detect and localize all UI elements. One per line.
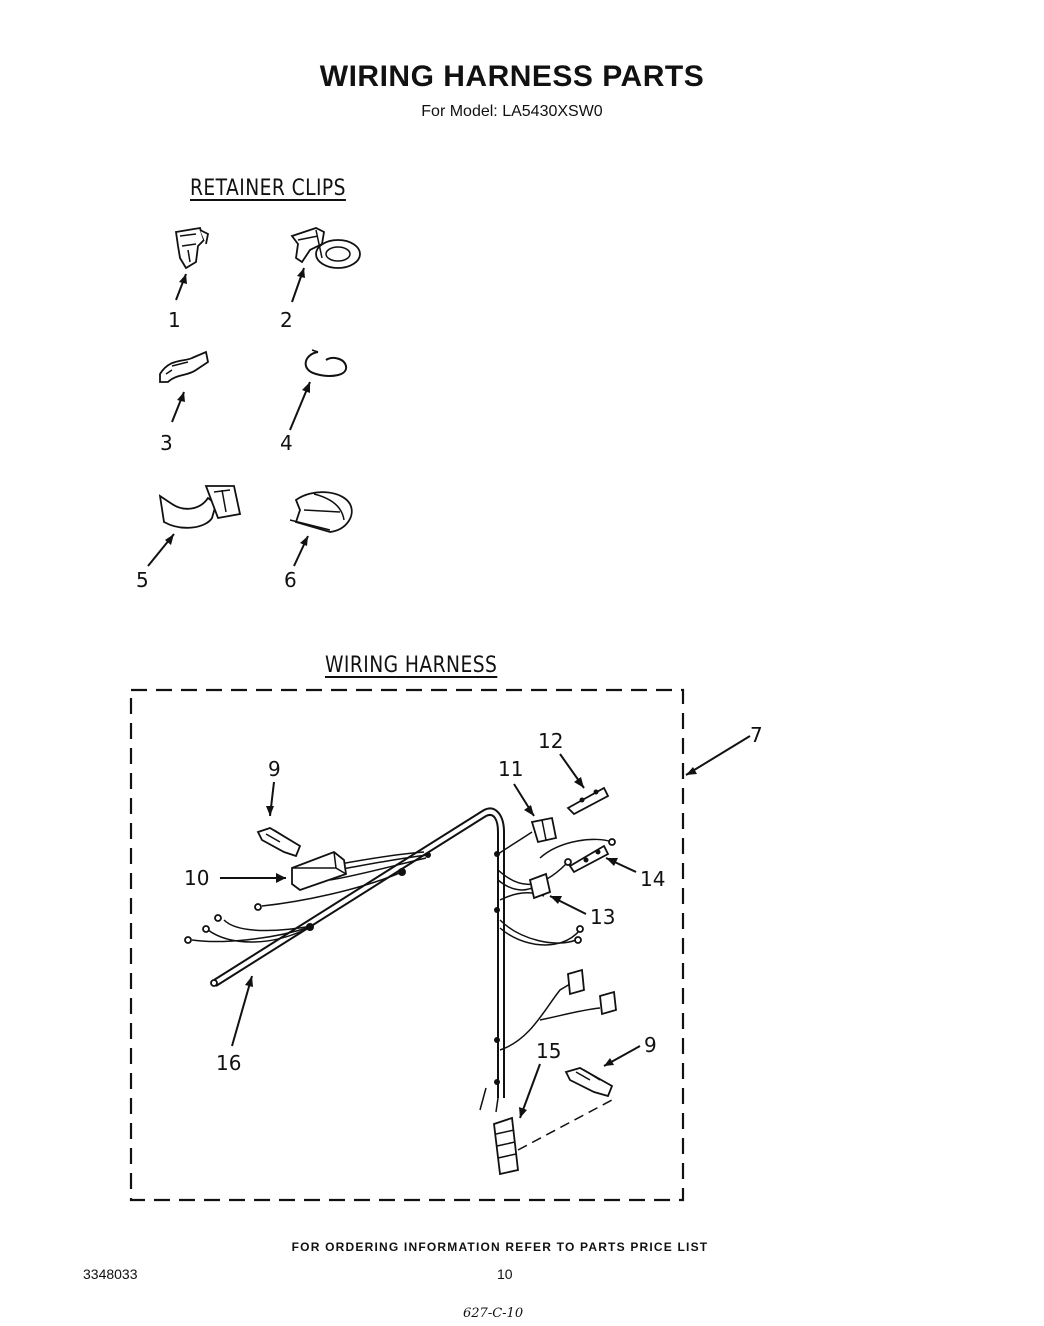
retainer-clips-heading: RETAINER CLIPS bbox=[190, 176, 346, 201]
arrowhead-15 bbox=[519, 1107, 527, 1118]
arrowhead-9-upper bbox=[266, 806, 274, 816]
terminal-9-upper-drawing bbox=[258, 828, 300, 856]
connector-13-drawing bbox=[530, 874, 550, 898]
connector-right-upper-drawing bbox=[568, 970, 584, 994]
page-title: WIRING HARNESS PARTS bbox=[319, 60, 705, 93]
clip-2-drawing bbox=[292, 228, 360, 268]
connector-14-drawing bbox=[570, 846, 608, 872]
callout-16: 16 bbox=[216, 1051, 242, 1075]
callout-1: 1 bbox=[168, 308, 181, 332]
callout-2: 2 bbox=[280, 308, 293, 332]
callout-10: 10 bbox=[184, 866, 210, 890]
callout-12: 12 bbox=[538, 729, 564, 753]
arrowhead-4 bbox=[302, 382, 310, 393]
ordering-note: FOR ORDERING INFORMATION REFER TO PARTS PRICE LIST bbox=[291, 1240, 709, 1254]
document-number: 3348033 bbox=[83, 1266, 138, 1282]
clip-6-drawing bbox=[290, 492, 352, 532]
connector-right-lower-drawing bbox=[600, 992, 616, 1014]
harness-dashed-boundary bbox=[131, 690, 683, 1200]
connector-10-drawing bbox=[292, 852, 346, 890]
callout-3: 3 bbox=[160, 431, 173, 455]
page-number: 10 bbox=[497, 1266, 513, 1282]
wiring-harness-heading: WIRING HARNESS bbox=[325, 653, 498, 678]
leader-7 bbox=[686, 736, 750, 775]
terminal-9-lower-drawing bbox=[566, 1068, 612, 1096]
leader-16 bbox=[232, 976, 252, 1046]
clip-5-drawing bbox=[160, 486, 240, 528]
callout-7: 7 bbox=[750, 723, 763, 747]
model-subtitle: For Model: LA5430XSW0 bbox=[421, 103, 603, 120]
arrowhead-1 bbox=[179, 274, 187, 284]
callout-13: 13 bbox=[590, 905, 616, 929]
callout-11: 11 bbox=[498, 757, 524, 781]
arrowhead-6 bbox=[300, 536, 308, 546]
callout-5: 5 bbox=[136, 568, 149, 592]
callout-15: 15 bbox=[536, 1039, 562, 1063]
arrowhead-12 bbox=[574, 777, 584, 788]
clip-1-drawing bbox=[176, 228, 208, 268]
clip-4-drawing bbox=[306, 350, 347, 376]
arrowhead-3 bbox=[177, 392, 185, 402]
connector-15-drawing bbox=[494, 1100, 612, 1174]
arrowhead-2 bbox=[297, 268, 305, 278]
arrowhead-16 bbox=[245, 976, 253, 987]
callout-6: 6 bbox=[284, 568, 297, 592]
arrowhead-11 bbox=[524, 805, 534, 816]
arrowhead-10 bbox=[276, 873, 286, 883]
clip-3-drawing bbox=[160, 352, 208, 382]
harness-leads-drawing bbox=[185, 832, 615, 1050]
harness-trunk-drawing bbox=[211, 808, 504, 1112]
callout-14: 14 bbox=[640, 867, 666, 891]
connector-12-drawing bbox=[568, 788, 608, 814]
callout-9-lower: 9 bbox=[644, 1033, 657, 1057]
connector-11-drawing bbox=[532, 818, 556, 842]
handwritten-note: 627-C-10 bbox=[463, 1306, 524, 1321]
callout-9-upper: 9 bbox=[268, 757, 281, 781]
callout-4: 4 bbox=[280, 431, 293, 455]
